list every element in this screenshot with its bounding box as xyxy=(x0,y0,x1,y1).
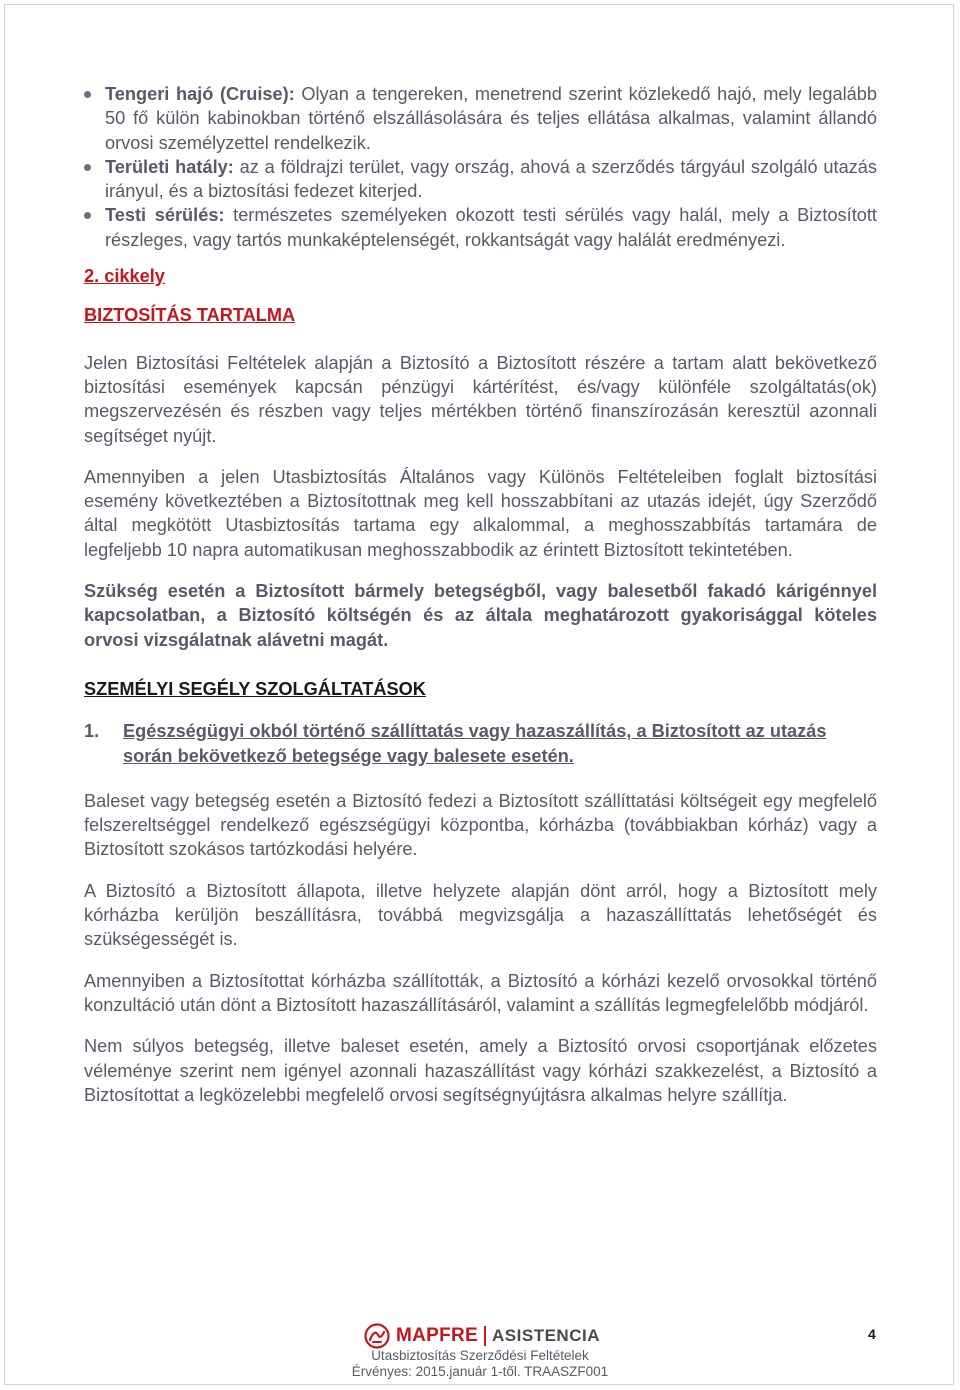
definition-text: az a földrajzi terület, vagy ország, ahová a szerződés tárgyául szolgáló utazás irányul, és a biztosítási fedezet kiterjed. xyxy=(105,156,878,202)
mapfre-emblem-icon xyxy=(364,1323,390,1349)
paragraph: Amennyiben a Biztosítottat kórházba szállították, a Biztosító a kórházi kezelő orvosokkal történő konzultáció után dönt a Biztosított hazaszállításáról, valamint a szállítás legmegfelelőbb módjáról. xyxy=(84,970,877,1015)
document-body xyxy=(84,82,877,1107)
section-title: BIZTOSÍTÁS TARTALMA xyxy=(84,305,296,326)
definition-term: Testi sérülés: xyxy=(105,205,225,226)
numbered-heading-text: Egészségügyi okból történő szállíttatás vagy hazaszállítás, a Biztosított az utazás során bekövetkező betegsége vagy balesete esetén. xyxy=(123,721,827,766)
paragraph: Baleset vagy betegség esetén a Biztosító fedezi a Biztosított szállíttatási költségeit egy megfelelő felszereltséggel rendelkező egészségügyi központba, kórházba (továbbiakban kórház) vagy a Biztosított szokásos tartózkodási helyére. xyxy=(84,790,877,860)
definition-text: természetes személyeken okozott testi sérülés vagy halál, mely a Biztosított részleges, vagy tartós munkaképtelenségét, rokkantságát vagy halálát eredményezi. xyxy=(105,205,877,250)
bullet-icon xyxy=(84,212,91,219)
paragraph-bold: Szükség esetén a Biztosított bármely betegségből, vagy balesetből fakadó kárigénnyel kapcsolatban, a Biztosító költségén és az általa meghatározott gyakorisággal köteles orvosi vizsgálatnak alávetni magát. xyxy=(84,581,877,650)
definition-text: Olyan a tengereken, menetrend szerint közlekedő hajó, mely legalább 50 fő külön kabinokban történő elszállásolására és teljes ellátása alkalmas, valamint állandó orvosi személyzettel rendelkezik. xyxy=(105,84,877,153)
paragraph: Nem súlyos betegség, illetve baleset esetén, amely a Biztosító orvosi csoportjának előzetes véleménye szerint nem igényel azonnali hazaszállítást vagy kórházi szakkezelést, a Biztosító a Biztosítottat a legközelebbi megfelelő orvosi segítségnyújtásra alkalmas helyre szállítja. xyxy=(84,1036,877,1105)
definition-item xyxy=(84,203,877,252)
footer-document-title: Utasbiztosítás Szerződési Feltételek xyxy=(371,1348,589,1363)
definition-term: Területi hatály: xyxy=(105,156,234,177)
definition-list xyxy=(84,82,877,252)
subsection-title: SZEMÉLYI SEGÉLY SZOLGÁLTATÁSOK xyxy=(84,678,426,699)
page-number: 4 xyxy=(868,1326,876,1342)
definition-term: Tengeri hajó (Cruise): xyxy=(105,84,295,104)
paragraph: A Biztosító a Biztosított állapota, illetve helyzete alapján dönt arról, hogy a Biztosított mely kórházba kerüljön beszállításra, továbbá megvizsgálja a hazaszállíttatás lehetőségét és szükségességét is. xyxy=(84,880,877,950)
article-heading: 2. cikkely xyxy=(84,266,165,287)
numbered-heading xyxy=(84,719,877,768)
logo-separator xyxy=(484,1326,486,1346)
numbered-heading-number: 1. xyxy=(84,721,100,742)
paragraph: Amennyiben a jelen Utasbiztosítás Általános vagy Különös Feltételeiben foglalt biztosítási esemény következtében a Biztosítottnak meg kell hosszabbítani az utazás idejét, úgy Szerződő által megkötött Utasbiztosítás tartama egy alkalommal, a meghosszabbítás tartamára de legfeljebb 10 napra automatikusan meghosszabbodik az érintett Biztosított tekintetében. xyxy=(84,466,877,560)
mapfre-logo xyxy=(364,1322,600,1350)
logo-brand-text: MAPFRE xyxy=(396,1325,479,1346)
bullet-icon xyxy=(84,164,91,171)
logo-subtitle-text: ASISTENCIA xyxy=(492,1326,600,1345)
definition-item xyxy=(84,155,877,204)
definition-item xyxy=(84,82,877,155)
bullet-icon xyxy=(84,91,91,98)
paragraph: Jelen Biztosítási Feltételek alapján a Biztosító a Biztosított részére a tartam alatt bekövetkező biztosítási események kapcsán pénzügyi kártérítést, és/vagy különféle szolgáltatás(ok) megszervezésén és részben vagy teljes mértékben történő finanszírozásán keresztül azonnali segítséget nyújt. xyxy=(84,352,877,446)
footer-validity: Érvényes: 2015.január 1-től. TRAASZF001 xyxy=(351,1364,609,1379)
